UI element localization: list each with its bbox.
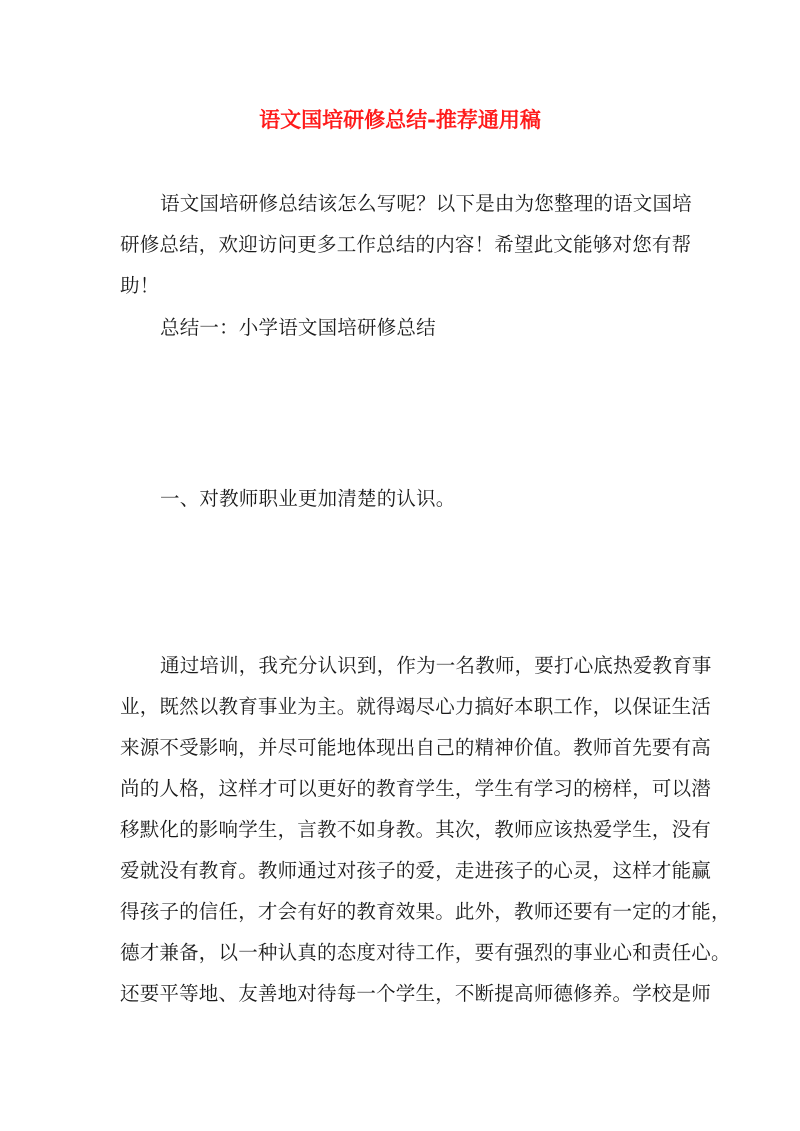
- body-line: 得孩子的信任，才会有好的教育效果。此外，教师还要有一定的才能，: [120, 900, 731, 923]
- section-heading: 总结一：小学语文国培研修总结: [160, 316, 436, 339]
- body-line: 尚的人格，这样才可以更好的教育学生，学生有学习的榜样，可以潜: [120, 777, 712, 800]
- document-title: 语文国培研修总结-推荐通用稿: [259, 108, 541, 132]
- intro-line: 研修总结，欢迎访问更多工作总结的内容！希望此文能够对您有帮: [120, 233, 692, 256]
- body-line: 还要平等地、友善地对待每一个学生，不断提高师德修养。学校是师: [120, 982, 712, 1005]
- body-line: 德才兼备，以一种认真的态度对待工作，要有强烈的事业心和责任心。: [120, 941, 731, 964]
- body-line: 业，既然以教育事业为主。就得竭尽心力搞好本职工作，以保证生活: [120, 695, 712, 718]
- intro-line: 助！: [120, 274, 160, 297]
- body-line: 来源不受影响，并尽可能地体现出自己的精神价值。教师首先要有高: [120, 736, 712, 759]
- body-line: 通过培训，我充分认识到，作为一名教师，要打心底热爱教育事: [160, 654, 712, 677]
- intro-line: 语文国培研修总结该怎么写呢？以下是由为您整理的语文国培: [160, 192, 692, 215]
- body-line: 移默化的影响学生，言教不如身教。其次，教师应该热爱学生，没有: [120, 818, 712, 841]
- body-line: 爱就没有教育。教师通过对孩子的爱，走进孩子的心灵，这样才能赢: [120, 859, 712, 882]
- subheading: 一、对教师职业更加清楚的认识。: [160, 487, 456, 510]
